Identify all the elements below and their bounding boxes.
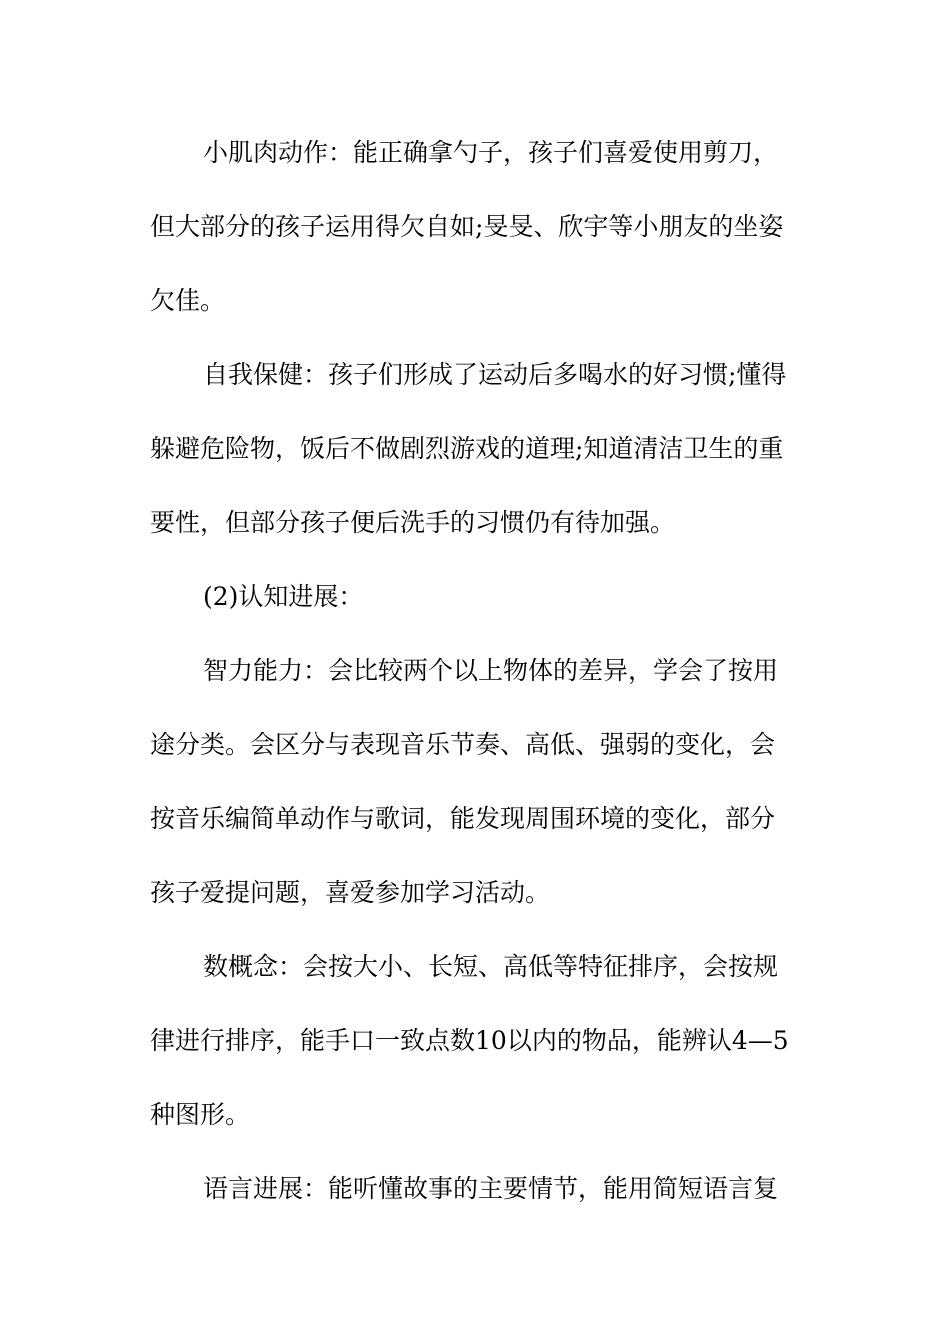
- paragraph-self-care-line-2: 躲避危险物，饭后不做剧烈游戏的道理;知道清洁卫生的重: [150, 434, 784, 463]
- paragraph-self-care-line-1: 自我保健：孩子们形成了运动后多喝水的好习惯;懂得: [203, 360, 787, 389]
- paragraph-intelligence-line-4: 孩子爱提问题，喜爱参加学习活动。: [150, 878, 551, 907]
- section-heading-cognitive: (2)认知进展：: [203, 582, 364, 611]
- paragraph-fine-motor-line-1: 小肌肉动作：能正确拿勺子，孩子们喜爱使用剪刀，: [203, 138, 779, 167]
- paragraph-intelligence-line-1: 智力能力：会比较两个以上物体的差异，学会了按用: [203, 656, 779, 685]
- paragraph-intelligence-line-3: 按音乐编简单动作与歌词，能发现周围环境的变化，部分: [150, 804, 776, 833]
- paragraph-number-concept-line-3: 种图形。: [150, 1100, 251, 1129]
- paragraph-fine-motor-line-2: 但大部分的孩子运用得欠自如;旻旻、欣宇等小朋友的坐姿: [150, 212, 784, 241]
- paragraph-number-concept-line-1: 数概念：会按大小、长短、高低等特征排序，会按规: [203, 952, 779, 981]
- paragraph-number-concept-line-2: 律进行排序，能手口一致点数10以内的物品，能辨认4—5: [150, 1026, 789, 1055]
- paragraph-language-line-1: 语言进展：能听懂故事的主要情节，能用简短语言复: [203, 1174, 779, 1203]
- paragraph-fine-motor-line-3: 欠佳。: [150, 286, 226, 315]
- paragraph-self-care-line-3: 要性，但部分孩子便后洗手的习惯仍有待加强。: [150, 508, 676, 537]
- paragraph-intelligence-line-2: 途分类。会区分与表现音乐节奏、高低、强弱的变化，会: [150, 730, 776, 759]
